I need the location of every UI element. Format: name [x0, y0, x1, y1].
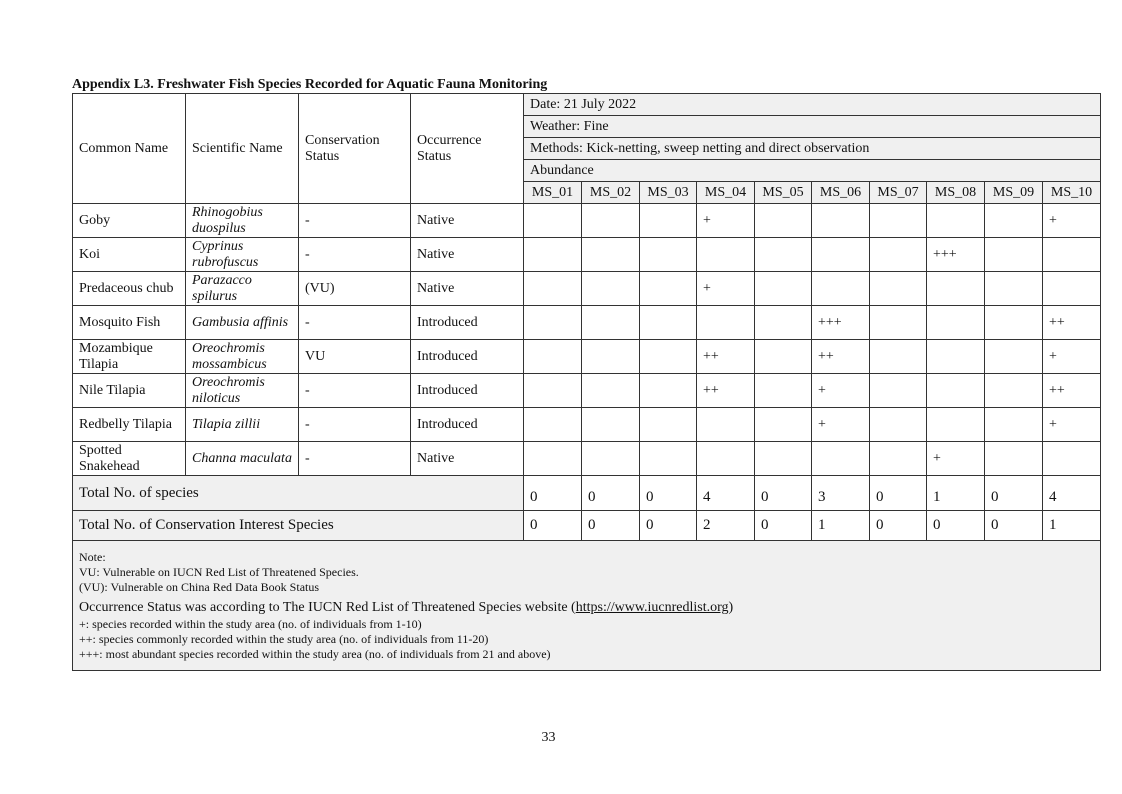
- common-name-cell: Mosquito Fish: [73, 306, 186, 340]
- scientific-name-cell: Parazacco spilurus: [186, 272, 299, 306]
- notes-row: [73, 541, 1101, 671]
- total-conservation-value: 0: [640, 511, 697, 541]
- abundance-cell: [985, 306, 1043, 340]
- abundance-cell: [640, 408, 697, 442]
- conservation-status-cell: -: [299, 306, 411, 340]
- abundance-cell: [870, 374, 927, 408]
- abundance-cell: [697, 238, 755, 272]
- abundance-cell: +: [697, 204, 755, 238]
- iucn-link[interactable]: https://www.iucnredlist.org: [575, 599, 729, 615]
- site-header: MS_05: [755, 182, 812, 204]
- total-conservation-value: 0: [927, 511, 985, 541]
- note-heading: Note:: [79, 549, 106, 564]
- common-name-cell: Redbelly Tilapia: [73, 408, 186, 442]
- total-conservation-value: 0: [755, 511, 812, 541]
- appendix-title: Appendix L3. Freshwater Fish Species Recorded for Aquatic Fauna Monitoring: [72, 77, 548, 92]
- abundance-cell: [985, 204, 1043, 238]
- table-row: [73, 340, 1101, 374]
- header-conservation-status: Conservation Status: [299, 94, 411, 204]
- abundance-cell: [927, 306, 985, 340]
- scientific-name-cell: Oreochromis mossambicus: [186, 340, 299, 374]
- note-plus-3: +++: most abundant species recorded within the study area (no. of individuals from 21 and above): [79, 646, 551, 661]
- abundance-cell: [985, 340, 1043, 374]
- site-header: MS_09: [985, 182, 1043, 204]
- abundance-cell: [524, 306, 582, 340]
- total-species-value: 1: [927, 476, 985, 511]
- conservation-status-cell: VU: [299, 340, 411, 374]
- abundance-cell: [582, 204, 640, 238]
- abundance-cell: [870, 408, 927, 442]
- header-common-name: Common Name: [73, 94, 186, 204]
- site-header: MS_06: [812, 182, 870, 204]
- total-species-row: [73, 476, 1101, 511]
- abundance-cell: [870, 306, 927, 340]
- abundance-cell: [524, 408, 582, 442]
- occurrence-status-cell: Introduced: [411, 340, 524, 374]
- abundance-cell: +: [812, 408, 870, 442]
- page-number: 33: [541, 730, 556, 745]
- abundance-cell: [524, 442, 582, 476]
- abundance-cell: [582, 374, 640, 408]
- abundance-cell: ++: [1043, 374, 1101, 408]
- abundance-cell: [927, 204, 985, 238]
- conservation-status-cell: -: [299, 442, 411, 476]
- abundance-cell: [985, 374, 1043, 408]
- note-occurrence: [79, 598, 1094, 617]
- total-conservation-value: 0: [582, 511, 640, 541]
- site-header: MS_08: [927, 182, 985, 204]
- total-conservation-row: [73, 511, 1101, 541]
- site-header: MS_10: [1043, 182, 1101, 204]
- total-species-value: 0: [755, 476, 812, 511]
- abundance-cell: ++: [697, 340, 755, 374]
- total-species-value: 4: [1043, 476, 1101, 511]
- abundance-cell: [640, 340, 697, 374]
- abundance-cell: [755, 238, 812, 272]
- abundance-cell: +: [927, 442, 985, 476]
- common-name-cell: Goby: [73, 204, 186, 238]
- abundance-cell: [582, 272, 640, 306]
- scientific-name-cell: Gambusia affinis: [186, 306, 299, 340]
- abundance-cell: [1043, 238, 1101, 272]
- table-row: [73, 238, 1101, 272]
- conservation-status-cell: (VU): [299, 272, 411, 306]
- scientific-name-cell: Rhinogobius duospilus: [186, 204, 299, 238]
- abundance-cell: [870, 204, 927, 238]
- abundance-cell: [640, 374, 697, 408]
- site-header: MS_03: [640, 182, 697, 204]
- abundance-cell: [755, 306, 812, 340]
- abundance-cell: +++: [812, 306, 870, 340]
- table-row: [73, 442, 1101, 476]
- total-species-value: 0: [870, 476, 927, 511]
- table-row: [73, 272, 1101, 306]
- abundance-cell: [812, 272, 870, 306]
- abundance-cell: [582, 408, 640, 442]
- abundance-cell: [640, 272, 697, 306]
- common-name-cell: Koi: [73, 238, 186, 272]
- abundance-cell: [812, 238, 870, 272]
- common-name-cell: Predaceous chub: [73, 272, 186, 306]
- abundance-cell: [524, 272, 582, 306]
- abundance-cell: [697, 408, 755, 442]
- abundance-cell: ++: [1043, 306, 1101, 340]
- notes-cell: [73, 541, 1101, 671]
- total-species-value: 0: [524, 476, 582, 511]
- abundance-cell: [524, 374, 582, 408]
- table-row: [73, 374, 1101, 408]
- meta-methods: Methods: Kick-netting, sweep netting and direct observation: [524, 138, 1101, 160]
- abundance-cell: [755, 374, 812, 408]
- abundance-cell: [927, 374, 985, 408]
- total-conservation-label: Total No. of Conservation Interest Species: [73, 511, 524, 541]
- abundance-cell: [985, 272, 1043, 306]
- common-name-cell: Mozambique Tilapia: [73, 340, 186, 374]
- abundance-cell: [985, 238, 1043, 272]
- note-plus-1: +: species recorded within the study area (no. of individuals from 1-10): [79, 616, 422, 631]
- scientific-name-cell: Channa maculata: [186, 442, 299, 476]
- total-conservation-value: 2: [697, 511, 755, 541]
- occurrence-status-cell: Introduced: [411, 306, 524, 340]
- total-species-value: 3: [812, 476, 870, 511]
- abundance-cell: [582, 340, 640, 374]
- total-conservation-value: 1: [812, 511, 870, 541]
- abundance-cell: [524, 204, 582, 238]
- abundance-cell: +: [812, 374, 870, 408]
- abundance-cell: [640, 204, 697, 238]
- abundance-cell: +: [697, 272, 755, 306]
- abundance-cell: [582, 306, 640, 340]
- abundance-cell: [755, 340, 812, 374]
- total-species-label: Total No. of species: [73, 476, 524, 511]
- occurrence-status-cell: Introduced: [411, 408, 524, 442]
- site-header: MS_01: [524, 182, 582, 204]
- note-vu-china: (VU): Vulnerable on China Red Data Book Status: [79, 579, 320, 594]
- abundance-cell: [755, 408, 812, 442]
- total-species-value: 0: [985, 476, 1043, 511]
- abundance-cell: [870, 272, 927, 306]
- abundance-cell: [697, 442, 755, 476]
- site-header: MS_07: [870, 182, 927, 204]
- abundance-cell: [870, 238, 927, 272]
- occurrence-status-cell: Native: [411, 272, 524, 306]
- abundance-cell: [755, 272, 812, 306]
- conservation-status-cell: -: [299, 204, 411, 238]
- total-conservation-value: 1: [1043, 511, 1101, 541]
- site-header: MS_02: [582, 182, 640, 204]
- abundance-cell: [755, 204, 812, 238]
- meta-date: Date: 21 July 2022: [524, 94, 1101, 116]
- header-scientific-name: Scientific Name: [186, 94, 299, 204]
- abundance-cell: [640, 306, 697, 340]
- total-conservation-value: 0: [985, 511, 1043, 541]
- total-species-value: 0: [582, 476, 640, 511]
- total-species-value: 0: [640, 476, 697, 511]
- total-conservation-value: 0: [870, 511, 927, 541]
- conservation-status-cell: -: [299, 238, 411, 272]
- abundance-cell: [812, 204, 870, 238]
- site-header: MS_04: [697, 182, 755, 204]
- abundance-cell: [524, 340, 582, 374]
- abundance-cell: [697, 306, 755, 340]
- fish-species-table: [72, 93, 1101, 671]
- note-occurrence-suffix: ): [728, 599, 734, 615]
- abundance-cell: [927, 340, 985, 374]
- abundance-cell: +++: [927, 238, 985, 272]
- conservation-status-cell: -: [299, 374, 411, 408]
- abundance-cell: [640, 442, 697, 476]
- abundance-cell: [985, 408, 1043, 442]
- abundance-cell: [755, 442, 812, 476]
- abundance-cell: [870, 442, 927, 476]
- abundance-cell: [524, 238, 582, 272]
- common-name-cell: Spotted Snakehead: [73, 442, 186, 476]
- abundance-cell: [812, 442, 870, 476]
- note-vu: VU: Vulnerable on IUCN Red List of Threatened Species.: [79, 564, 359, 579]
- abundance-cell: [582, 442, 640, 476]
- abundance-cell: [985, 442, 1043, 476]
- abundance-cell: [640, 238, 697, 272]
- meta-abundance: Abundance: [524, 160, 1101, 182]
- header-occurrence-status: Occurrence Status: [411, 94, 524, 204]
- abundance-cell: [1043, 442, 1101, 476]
- table-row: [73, 408, 1101, 442]
- scientific-name-cell: Oreochromis niloticus: [186, 374, 299, 408]
- note-occurrence-text: Occurrence Status was according to The IUCN Red List of Threatened Species website (: [79, 599, 576, 615]
- abundance-cell: [1043, 272, 1101, 306]
- scientific-name-cell: Cyprinus rubrofuscus: [186, 238, 299, 272]
- abundance-cell: [870, 340, 927, 374]
- abundance-cell: +: [1043, 408, 1101, 442]
- abundance-cell: [927, 408, 985, 442]
- total-species-value: 4: [697, 476, 755, 511]
- table-row: [73, 204, 1101, 238]
- common-name-cell: Nile Tilapia: [73, 374, 186, 408]
- meta-weather: Weather: Fine: [524, 116, 1101, 138]
- scientific-name-cell: Tilapia zillii: [186, 408, 299, 442]
- abundance-cell: ++: [697, 374, 755, 408]
- total-conservation-value: 0: [524, 511, 582, 541]
- abundance-cell: [927, 272, 985, 306]
- abundance-cell: +: [1043, 340, 1101, 374]
- abundance-cell: +: [1043, 204, 1101, 238]
- table-row: [73, 306, 1101, 340]
- abundance-cell: ++: [812, 340, 870, 374]
- occurrence-status-cell: Native: [411, 204, 524, 238]
- occurrence-status-cell: Native: [411, 442, 524, 476]
- note-plus-2: ++: species commonly recorded within the study area (no. of individuals from 11-20): [79, 631, 489, 646]
- abundance-cell: [582, 238, 640, 272]
- occurrence-status-cell: Native: [411, 238, 524, 272]
- occurrence-status-cell: Introduced: [411, 374, 524, 408]
- conservation-status-cell: -: [299, 408, 411, 442]
